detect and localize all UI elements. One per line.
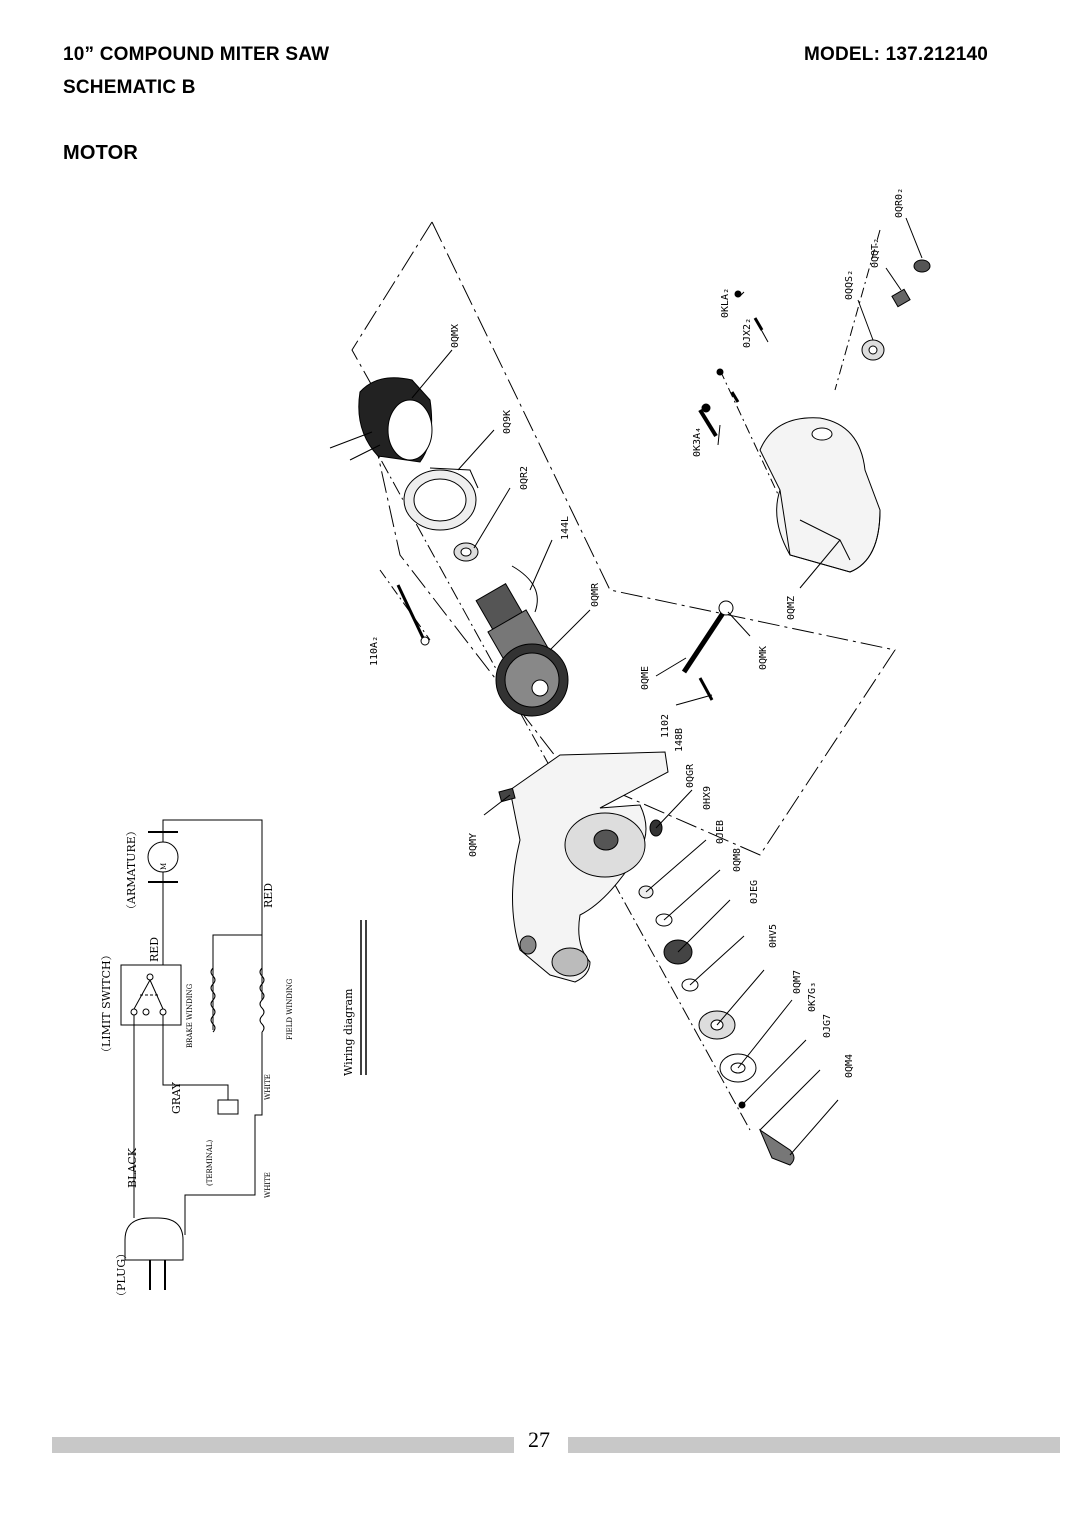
field-winding-label: FIELD WINDING: [286, 978, 294, 1040]
rear-small-parts: [700, 260, 930, 436]
limit-switch-label: （LIMIT SWITCH）: [100, 949, 113, 1058]
section-title: MOTOR: [63, 142, 139, 164]
part-label: 0QM4: [844, 1053, 855, 1078]
part-label: 0QGR: [685, 763, 696, 788]
part-label: 0QQT₂: [870, 237, 881, 268]
document-title: 10” COMPOUND MITER SAW: [63, 44, 330, 65]
plug-label: （PLUG）: [115, 1247, 128, 1302]
part-label: 0QME: [640, 665, 651, 690]
motor-housing-part: [760, 418, 880, 572]
footer-bar-right: [568, 1437, 1060, 1453]
gear-housing-part: [510, 752, 668, 982]
shaft-part: [684, 601, 733, 700]
schematic-label: SCHEMATIC B: [63, 77, 196, 98]
terminal-connector: [218, 1100, 238, 1114]
armature-part: [476, 584, 568, 716]
wire-color-white: WHITE: [264, 1172, 272, 1198]
part-label: 0JX2₂: [742, 317, 753, 348]
frame-ring-part: [404, 468, 478, 530]
part-label: 148B: [674, 727, 685, 752]
long-screw-part: [398, 585, 429, 645]
axis-line-brush: [380, 570, 430, 640]
part-label: 0QMK: [758, 645, 769, 670]
wiring-diagram-title: Wiring diagram: [342, 988, 355, 1076]
part-label: 0KLA₂: [720, 287, 731, 318]
part-label: 0HV5: [768, 923, 779, 948]
bearing-part: [454, 543, 478, 561]
wire-color-red: RED: [262, 882, 275, 908]
part-label: 0JG7: [822, 1013, 833, 1038]
footer-bar-left: [52, 1437, 514, 1453]
part-label: 0QR0₂: [894, 187, 905, 218]
field-coil-part: [330, 378, 432, 462]
terminal-label: (TERMINAL): [206, 1139, 214, 1186]
motor-mark-label: M: [160, 862, 168, 870]
part-label: 0QR2: [519, 465, 530, 490]
part-label: 0JEG: [749, 879, 760, 904]
part-label: 0QMR: [590, 582, 601, 607]
part-label: 0K3A₄: [692, 426, 703, 457]
brake-winding-label: BRAKE WINDING: [186, 983, 194, 1048]
plug-symbol: [125, 1218, 183, 1260]
part-label: 0K7G₃: [807, 981, 818, 1012]
part-label: 0QMZ: [786, 595, 797, 620]
part-label: 0QMX: [450, 323, 461, 348]
wiring-diagram: [121, 820, 366, 1290]
armature-label: （ARMATURE）: [125, 825, 138, 915]
page-number: 27: [528, 1427, 550, 1452]
gear-train-parts: [639, 820, 794, 1165]
leader-lines: [412, 218, 922, 1155]
part-label: 1102: [660, 713, 671, 738]
model-number: MODEL: 137.212140: [804, 44, 988, 65]
wire-color-red: RED: [148, 936, 161, 962]
part-label: 110A₂: [369, 635, 380, 666]
part-label: 0QM8: [732, 847, 743, 872]
wire-color-black: BLACK: [126, 1148, 139, 1188]
part-label: 0HX9: [702, 785, 713, 810]
part-label: 0QQS₂: [844, 269, 855, 300]
part-label: 0JEB: [715, 819, 726, 844]
wire-color-white: WHITE: [264, 1074, 272, 1100]
part-label: 0QMY: [468, 832, 479, 857]
part-label: 0Q9K: [502, 409, 513, 434]
part-label: 144L: [560, 515, 571, 540]
part-label: 0QM7: [792, 969, 803, 994]
wire-color-gray: GRAY: [170, 1082, 183, 1114]
